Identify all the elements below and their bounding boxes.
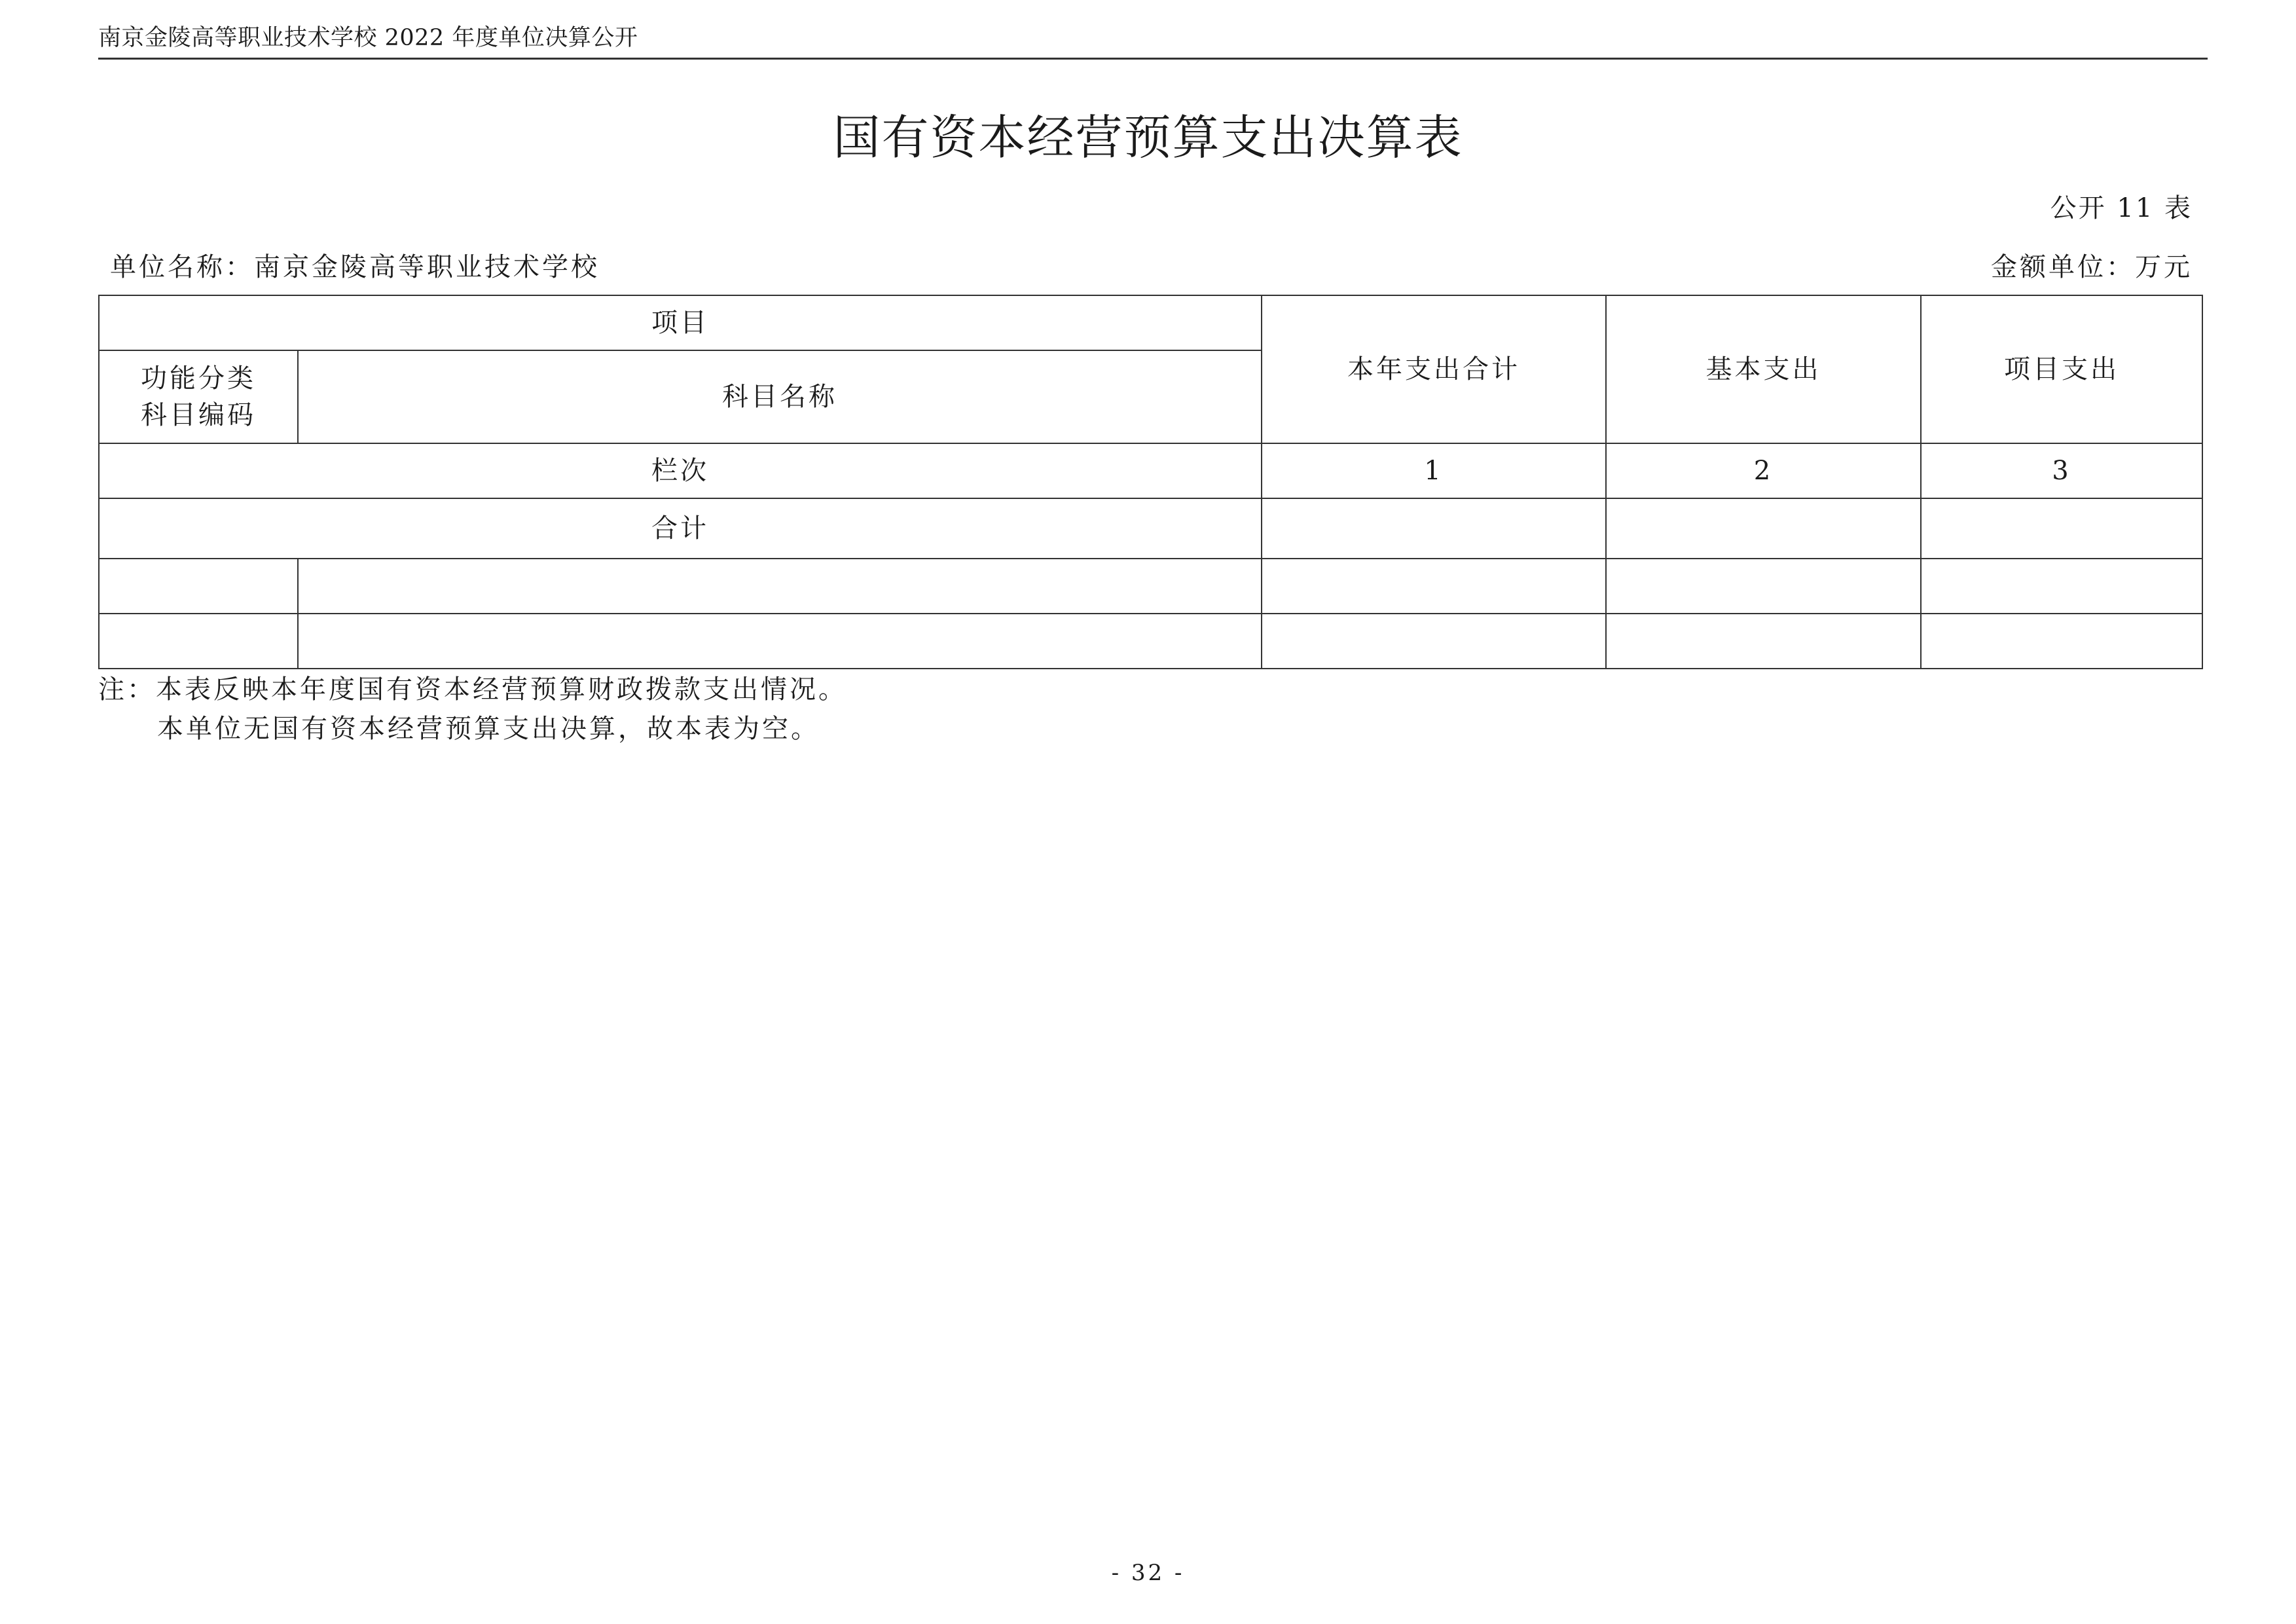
page-number: - 32 - [1111,1560,1185,1586]
running-header: 南京金陵高等职业技术学校 2022 年度单位决算公开 [98,25,638,51]
row-name-cell [298,614,1262,669]
column-index-1: 1 [1262,443,1606,498]
row-basic-cell [1606,559,1921,614]
row-name-cell [298,559,1262,614]
total-value-cell [1606,498,1921,559]
row-project-cell [1921,614,2202,669]
header-project: 项目 [99,295,1262,350]
total-value-cell [1921,498,2202,559]
column-index-3: 3 [1921,443,2202,498]
header-function-code [99,350,298,443]
header-subject-name: 科目名称 [298,350,1262,443]
row-code-cell [99,614,298,669]
row-total-cell [1262,614,1606,669]
row-project-cell [1921,559,2202,614]
table-header-row [99,295,2202,350]
total-value-cell [1262,498,1606,559]
header-function-code-line1: 功能分类 [141,363,256,394]
total-row [99,498,2202,559]
table-number: 公开 11 表 [2050,193,2193,223]
table-note-empty-statement: 本单位无国有资本经营预算支出决算，故本表为空。 [157,714,820,744]
column-index-label: 栏次 [99,443,1262,498]
header-rule [98,58,2208,60]
row-total-cell [1262,559,1606,614]
row-basic-cell [1606,614,1921,669]
column-index-2: 2 [1606,443,1921,498]
header-basic-expenditure: 基本支出 [1606,295,1921,443]
table-note: 注：本表反映本年度国有资本经营预算财政拨款支出情况。 [98,674,847,705]
page-title: 国有资本经营预算支出决算表 [833,110,1463,165]
table-row [99,559,2202,614]
column-index-row [99,443,2202,498]
expenditure-table [98,295,2203,669]
table-row [99,614,2202,669]
header-total-expenditure: 本年支出合计 [1262,295,1606,443]
header-project-expenditure: 项目支出 [1921,295,2202,443]
header-function-code-line2: 科目编码 [141,400,256,430]
amount-unit: 金额单位：万元 [1991,252,2193,282]
row-code-cell [99,559,298,614]
unit-name: 单位名称：南京金陵高等职业技术学校 [110,252,600,282]
total-label: 合计 [99,498,1262,559]
